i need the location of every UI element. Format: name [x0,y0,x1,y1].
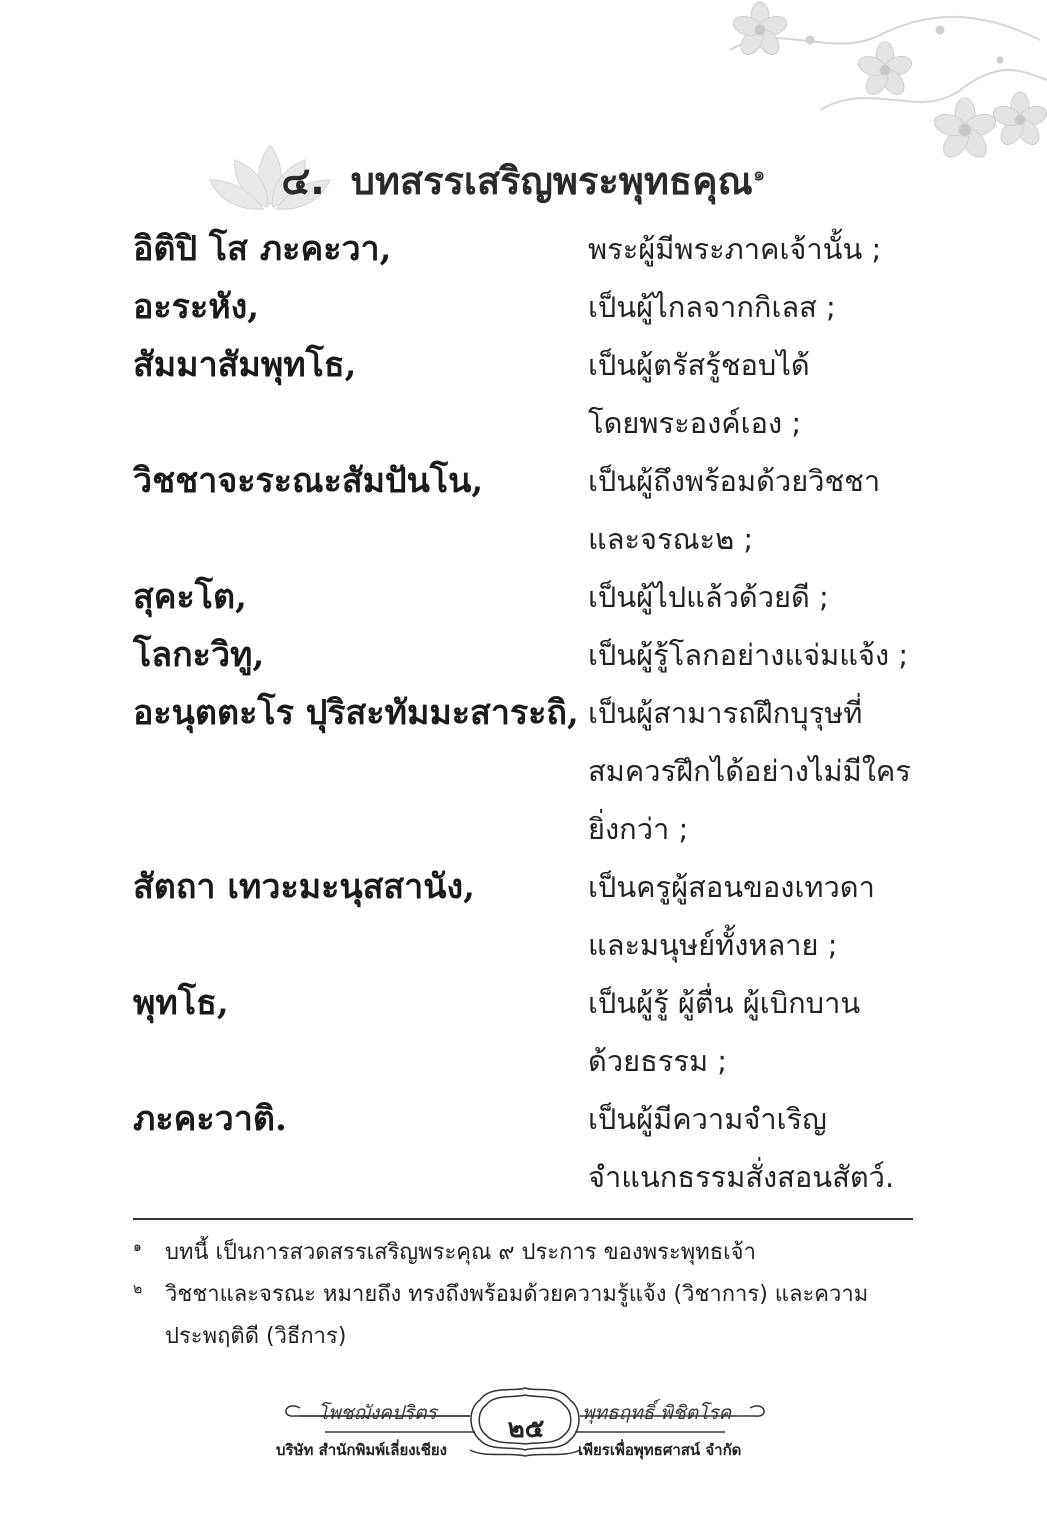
pali-verse: วิชชาจะระณะสัมปันโน, [133,461,484,501]
pali-verse: สัมมาสัมพุทโธ, [133,345,357,385]
translation-line: ยิ่งกว่า ; [588,812,689,846]
verse-row [133,684,933,858]
verse-row [133,1090,933,1206]
pali-verse: โลกะวิทู, [133,635,265,675]
thai-translation [588,452,933,568]
verse-row [133,568,933,626]
footer-author: พุทธฤทธิ์ พิชิตโรค [582,1402,732,1424]
chapter-title: บทสรรเสริญพระพุทธคุณ [350,159,753,203]
chapter-number: ๔. [281,159,325,203]
translation-line: เป็นผู้รู้ ผู้ตื่น ผู้เบิกบาน [588,986,861,1020]
footnote-mark: ๑ [133,1239,142,1255]
footnotes [133,1232,918,1358]
thai-translation [588,278,933,336]
translation-line: เป็นครูผู้สอนของเทวดา [588,870,875,904]
footnote-divider [133,1218,913,1220]
translation-line: เป็นผู้ถึงพร้อมด้วยวิชชา [588,464,881,498]
translation-line: เป็นผู้ไปแล้วด้วยดี ; [588,580,829,614]
page-footer [270,1380,780,1470]
title-footnote-mark: ๑ [752,161,766,186]
translation-line: เป็นผู้มีความจำเริญ [588,1102,827,1136]
verse-row [133,974,933,1090]
translation-line: เป็นผู้รู้โลกอย่างแจ่มแจ้ง ; [588,638,909,672]
thai-translation [588,858,933,974]
pali-verse: ภะคะวาติ. [133,1099,287,1139]
footer-publisher-right: เพียรเพื่อพุทธศาสน์ จำกัด [578,1441,742,1459]
footnote [133,1232,918,1274]
pali-verse: อิติปิ โส ภะคะวา, [133,229,392,269]
verse-row [133,626,933,684]
translation-line: เป็นผู้ตรัสรู้ชอบได้ [588,348,810,382]
flower-decoration-icon [700,0,1047,170]
footer-publisher-left: บริษัท สำนักพิมพ์เลี่ยงเชียง [276,1441,448,1459]
thai-translation [588,220,933,278]
thai-translation [588,568,933,626]
thai-translation [588,626,933,684]
translation-line: เป็นผู้สามารถฝึกบุรุษที่ [588,696,863,730]
translation-line: โดยพระองค์เอง ; [588,406,802,440]
translation-line: สมควรฝึกได้อย่างไม่มีใคร [588,754,911,788]
verse-row [133,220,933,278]
thai-translation [588,336,933,452]
footnote-text: บทนี้ เป็นการสวดสรรเสริญพระคุณ ๙ ประการ ของพระพุทธเจ้า [165,1240,756,1265]
verse-row [133,452,933,568]
thai-translation [588,684,933,858]
thai-translation [588,974,933,1090]
thai-translation [588,1090,933,1206]
page-title [0,150,1047,211]
translation-line: และมนุษย์ทั้งหลาย ; [588,928,838,962]
verse-row [133,278,933,336]
verse-row [133,336,933,452]
translation-line: และจรณะ๒ ; [588,522,754,556]
footnote [133,1274,918,1358]
pali-verse: อะนุตตะโร ปุริสะทัมมะสาระถิ, [133,693,579,733]
footer-book-title: โพชฌังคปริตร [318,1402,437,1424]
translation-line: ด้วยธรรม ; [588,1044,728,1078]
footnote-mark: ๒ [133,1281,143,1297]
page-number: ๒๕ [507,1414,545,1444]
pali-verse: สุคะโต, [133,577,247,617]
verse-list [133,220,933,1206]
pali-verse: อะระหัง, [133,287,260,327]
translation-line: พระผู้มีพระภาคเจ้านั้น ; [588,232,882,266]
translation-line: จำแนกธรรมสั่งสอนสัตว์. [588,1160,895,1194]
translation-line: เป็นผู้ไกลจากกิเลส ; [588,290,836,324]
pali-verse: สัตถา เทวะมะนุสสานัง, [133,867,475,907]
pali-verse: พุทโธ, [133,983,229,1023]
verse-row [133,858,933,974]
footnote-text: วิชชาและจรณะ หมายถึง ทรงถึงพร้อมด้วยความรู้แจ้ง (วิชาการ) และความประพฤติดี (วิธีการ) [165,1282,869,1349]
